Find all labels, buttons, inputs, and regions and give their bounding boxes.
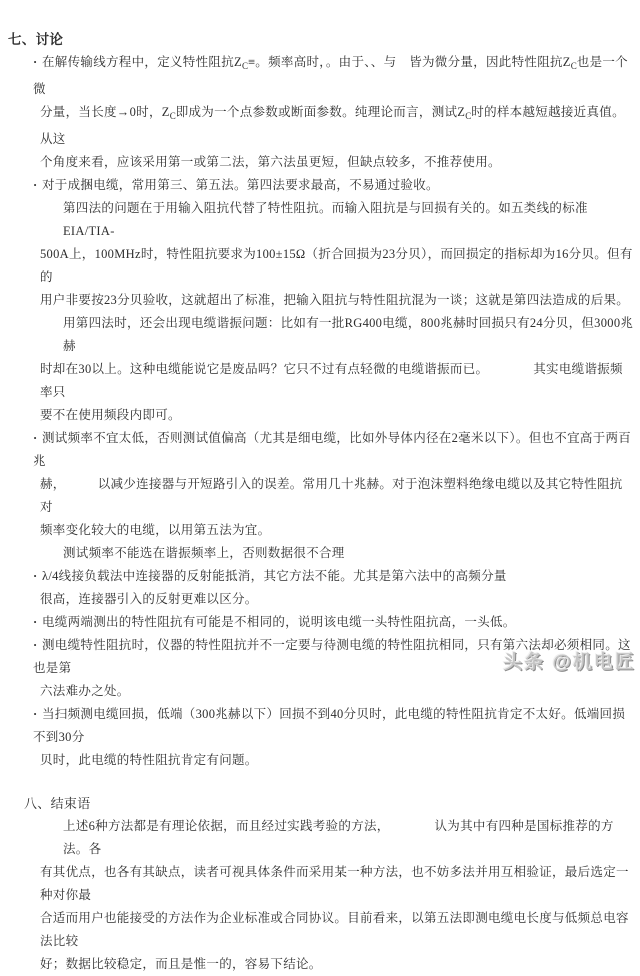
text-segment: 电缆两端测出的特性阻抗有可能是不相同的，说明该电缆一头特性阻抗高，一头低。	[42, 615, 516, 629]
text-line	[0, 427, 634, 473]
subscript-text: C	[570, 61, 577, 71]
text-segment: 测电缆特性阻抗时，仪器的特性阻抗并不一定要与待测电缆的特性阻抗相同，只有第六法却必须相同。这也是第	[33, 638, 631, 675]
text-segment: 用第四法时，还会出现电缆谐振问题：比如有一批RG400电缆，800兆赫时回损只有24分贝，但3000兆赫	[63, 316, 634, 353]
text-segment: 有其优点，也各有其缺点，读者可视具体条件而采用某一种方法，也不妨多法并用互相验证，最后选定一种对你最	[40, 865, 629, 902]
text-segment: 要不在使用频段内即可。	[40, 408, 181, 422]
text-line	[0, 197, 634, 243]
bullet-marker: ·	[33, 55, 38, 69]
text-segment: 很高，连接器引入的反射更难以区分。	[40, 592, 258, 606]
bullet-marker: ·	[33, 638, 38, 652]
text-line	[0, 611, 634, 634]
text-line	[0, 542, 634, 565]
text-segment: 赫， 以减少连接器与开短路引入的误差。常用几十兆赫。对于泡沫塑料绝缘电缆以及其它特性阻抗对	[40, 477, 623, 514]
text-segment: 用户非要按23分贝验收，这就超出了标准，把输入阻抗与特性阻抗混为一谈；这就是第四法造成的后果。	[40, 293, 630, 307]
text-segment: 测试频率不能选在谐振频率上，否则数据很不合理	[63, 546, 345, 560]
text-line	[0, 861, 634, 907]
text-segment: ≡。频率高时，。由于、、与 皆为微分量，因此特性阻抗Z	[247, 55, 571, 69]
section-gap	[0, 772, 634, 792]
text-line	[0, 703, 634, 749]
text-segment: 六法难办之处。	[40, 684, 130, 698]
text-line	[0, 289, 634, 312]
bullet-marker: ·	[33, 569, 38, 583]
text-segment: 频率变化较大的电缆，以用第五法为宜。	[40, 523, 271, 537]
text-segment: 500A上，100MHz时，特性阻抗要求为100±15Ω（折合回损为23分贝），而回损定的指标却为16分贝。但有的	[40, 247, 633, 284]
text-line	[0, 51, 634, 101]
text-segment: 七、讨论	[8, 32, 64, 47]
text-line	[0, 358, 634, 404]
text-line	[0, 312, 634, 358]
text-line	[0, 749, 634, 772]
text-segment: λ/4线接负载法中连接器的反射能抵消，其它方法不能。尤其是第六法中的高频分量	[42, 569, 507, 583]
text-segment: 当扫频测电缆回损，低端（300兆赫以下）回损不到40分贝时，此电缆的特性阻抗肯定不太好。低端回损不到30分	[33, 707, 626, 744]
text-line	[0, 151, 634, 174]
toutiao-watermark: 头条 @机电匠	[503, 652, 636, 673]
text-line	[0, 565, 634, 588]
subscript-text: C	[241, 61, 248, 71]
text-line	[0, 101, 634, 151]
text-segment: 在解传输线方程中，定义特性阻抗Z	[42, 55, 242, 69]
bullet-marker: ·	[33, 707, 38, 721]
text-line	[0, 907, 634, 953]
text-segment: 分量，当长度→0时，Z	[40, 105, 170, 119]
bullet-marker: ·	[33, 431, 38, 445]
section-heading	[0, 28, 634, 51]
text-line	[0, 404, 634, 427]
text-segment: 个角度来看，应该采用第一或第二法，第六法虽更短，但缺点较多，不推荐使用。	[40, 155, 501, 169]
text-line	[0, 953, 634, 976]
text-line	[0, 815, 634, 861]
text-segment: 上述6种方法都是有理论依据，而且经过实践考验的方法， 认为其中有四种是国标推荐的方法。各	[63, 819, 614, 856]
text-segment: 合适而用户也能接受的方法作为企业标准或合同协议。目前看来，以第五法即测电缆电长度与低频总电容法比较	[40, 911, 629, 948]
text-line	[0, 588, 634, 611]
text-line	[0, 174, 634, 197]
text-line	[0, 243, 634, 289]
bullet-marker: ·	[33, 615, 38, 629]
text-line	[0, 473, 634, 519]
text-line	[0, 680, 634, 703]
bullet-marker: ·	[33, 178, 38, 192]
text-segment: 即成为一个点参数或断面参数。纯理论而言，测试Z	[175, 105, 466, 119]
document-body	[0, 28, 634, 976]
text-segment: 贝时，此电缆的特性阻抗肯定有问题。	[40, 753, 258, 767]
text-segment: 时的样本越短越接近真值。从这	[40, 105, 625, 146]
subscript-text: C	[465, 111, 472, 121]
text-segment: 时却在30以上。这种电缆能说它是废品吗？它只不过有点轻微的电缆谐振而已。 其实电缆谐振频率只	[40, 362, 623, 399]
text-segment: 也是一个微	[33, 55, 628, 96]
text-segment: 测试频率不宜太低，否则测试值偏高（尤其是细电缆，比如外导体内径在2毫米以下）。但也不宜高于两百兆	[33, 431, 632, 468]
section-heading	[0, 792, 634, 815]
text-segment: 八、结束语	[24, 796, 91, 811]
subscript-text: C	[169, 111, 176, 121]
text-segment: 好；数据比较稳定，而且是惟一的，容易下结论。	[40, 957, 322, 971]
text-segment: 对于成捆电缆，常用第三、第五法。第四法要求最高，不易通过验收。	[42, 178, 439, 192]
text-segment: 第四法的问题在于用输入阻抗代替了特性阻抗。而输入阻抗是与回损有关的。如五类线的标准EIA/TIA-	[63, 201, 588, 238]
text-line	[0, 519, 634, 542]
